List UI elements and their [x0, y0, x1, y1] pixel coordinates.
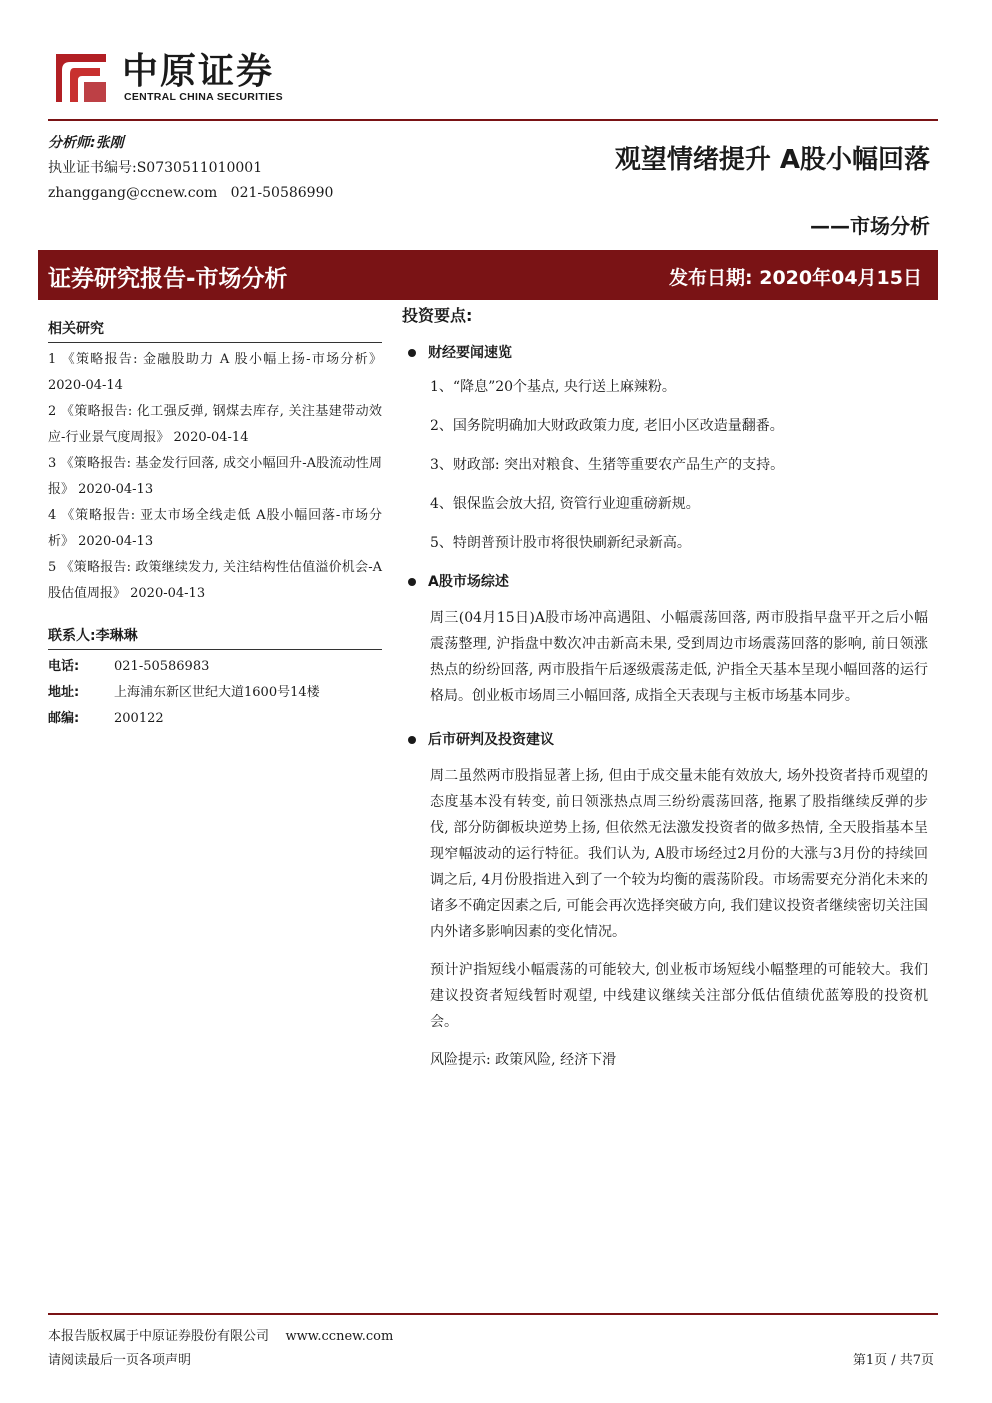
company-logo-mark [50, 48, 112, 108]
news-item: 4、银保监会放大招, 资管行业迎重磅新规。 [430, 496, 700, 512]
related-item[interactable]: 5 《策略报告: 政策继续发力, 关注结构性估值溢价机会-A股估值周报》 2020-04-13 [48, 560, 382, 601]
news-item: 2、国务院明确加大财政政策力度, 老旧小区改造量翻番。 [430, 418, 784, 434]
company-logo-text: 中原证券 [122, 51, 275, 92]
contact-address: 上海浦东新区世纪大道1600号14楼 [114, 685, 320, 700]
footer-disclaimer: 请阅读最后一页各项声明 [48, 1353, 192, 1368]
analyst-info [48, 131, 333, 206]
bullet-icon [408, 349, 416, 357]
analyst-email[interactable]: zhanggang@ccnew.com [48, 185, 218, 201]
bullet-icon [408, 736, 416, 744]
related-research-heading: 相关研究 [48, 318, 382, 343]
news-item: 1、“降息”20个基点, 央行送上麻辣粉。 [430, 379, 676, 395]
contact-address-row: 地址: 上海浦东新区世纪大道1600号14楼 [48, 680, 382, 706]
contact-zip-row: 邮编: 200122 [48, 706, 382, 732]
related-item[interactable]: 3 《策略报告: 基金发行回落, 成交小幅回升-A股流动性周报》 2020-04-13 [48, 456, 382, 497]
contact-block [48, 625, 382, 732]
related-item[interactable]: 4 《策略报告: 亚太市场全线走低 A股小幅回落-市场分析》 2020-04-13 [48, 508, 382, 549]
related-item[interactable]: 1 《策略报告: 金融股助力 A 股小幅上扬-市场分析》 2020-04-14 [48, 352, 382, 393]
page-number: 第1页 / 共7页 [852, 1353, 934, 1368]
bullet-icon [408, 578, 416, 586]
news-list [402, 376, 928, 554]
risk-warning: 风险提示: 政策风险, 经济下滑 [430, 1052, 617, 1068]
outlook-paragraph-1: 周二虽然两市股指显著上扬, 但由于成交量未能有效放大, 场外投资者持币观望的态度基本没有转变, 前日领涨热点周三纷纷震荡回落, 拖累了股指继续反弹的步伐, 部分防御板块逆势上扬, 但依然无法激发投资者的做多热情, 全天股指基本呈现窄幅波动的运行特征。我们认为, A股市场经过2月份的大涨与3月份的持续回调之后, 4月份股指进入到了一个较为均衡的震荡阶段。市场需要充分消化未来的诸多不确定因素之后, 可能会再次选择突破方向, 我们建议投资者继续密切关注国内外诸多影响因素的变化情况。 [430, 768, 928, 940]
analyst-name: 张刚 [95, 135, 124, 151]
footer-copyright-line [48, 1325, 393, 1344]
analyst-label: 分析师: [48, 135, 96, 151]
publish-date: 发布日期: 2020年04月15日 [669, 267, 922, 289]
outlook-paragraph-2: 预计沪指短线小幅震荡的可能较大, 创业板市场短线小幅整理的可能较大。我们建议投资者短线暂时观望, 中线建议继续关注部分低估值绩优蓝筹股的投资机会。 [430, 962, 928, 1030]
left-sidebar [48, 318, 382, 732]
footer-copyright: 本报告版权属于中原证券股份有限公司 [48, 1329, 270, 1344]
report-category: 证券研究报告-市场分析 [48, 266, 288, 292]
related-item[interactable]: 2 《策略报告: 化工强反弹, 钢煤去库存, 关注基建带动效应-行业景气度周报》 2020-04-14 [48, 404, 382, 445]
news-item: 5、特朗普预计股市将很快刷新纪录新高。 [430, 535, 691, 551]
key-points-heading: 投资要点: [402, 306, 473, 325]
news-item: 3、财政部: 突出对粮食、生猪等重要农产品生产的支持。 [430, 457, 785, 473]
cert-number: S0730511010001 [136, 160, 263, 176]
footer-website-link[interactable]: www.ccnew.com [285, 1329, 394, 1344]
contact-phone: 021-50586983 [114, 659, 210, 674]
contact-zip: 200122 [114, 711, 164, 726]
company-logo-english: CENTRAL CHINA SECURITIES [124, 91, 283, 103]
footer-divider [48, 1313, 938, 1315]
main-content [402, 304, 928, 1085]
market-review-paragraph: 周三(04月15日)A股市场冲高遇阻、小幅震荡回落, 两市股指早盘平开之后小幅震荡整理, 沪指盘中数次冲击新高未果, 受到周边市场震荡回落的影响, 前日领涨热点的纷纷回落, 两市股指午后逐级震荡走低, 沪指全天基本呈现小幅回落的运行格局。创业板市场周三小幅回落, 成指全天表现与主板市场基本同步。 [430, 610, 928, 704]
section-outlook-heading: 后市研判及投资建议 [402, 729, 928, 751]
contact-person: 联系人:李琳琳 [48, 625, 382, 650]
section-market-review-heading: A股市场综述 [402, 571, 928, 593]
report-subtitle: ——市场分析 [810, 214, 930, 238]
analyst-phone: 021-50586990 [230, 185, 334, 201]
header-divider [48, 119, 938, 121]
cert-label: 执业证书编号: [48, 160, 137, 176]
contact-phone-row: 电话: 021-50586983 [48, 654, 382, 680]
report-title: 观望情绪提升 A股小幅回落 [614, 145, 930, 175]
section-news-heading: 财经要闻速览 [402, 342, 928, 364]
